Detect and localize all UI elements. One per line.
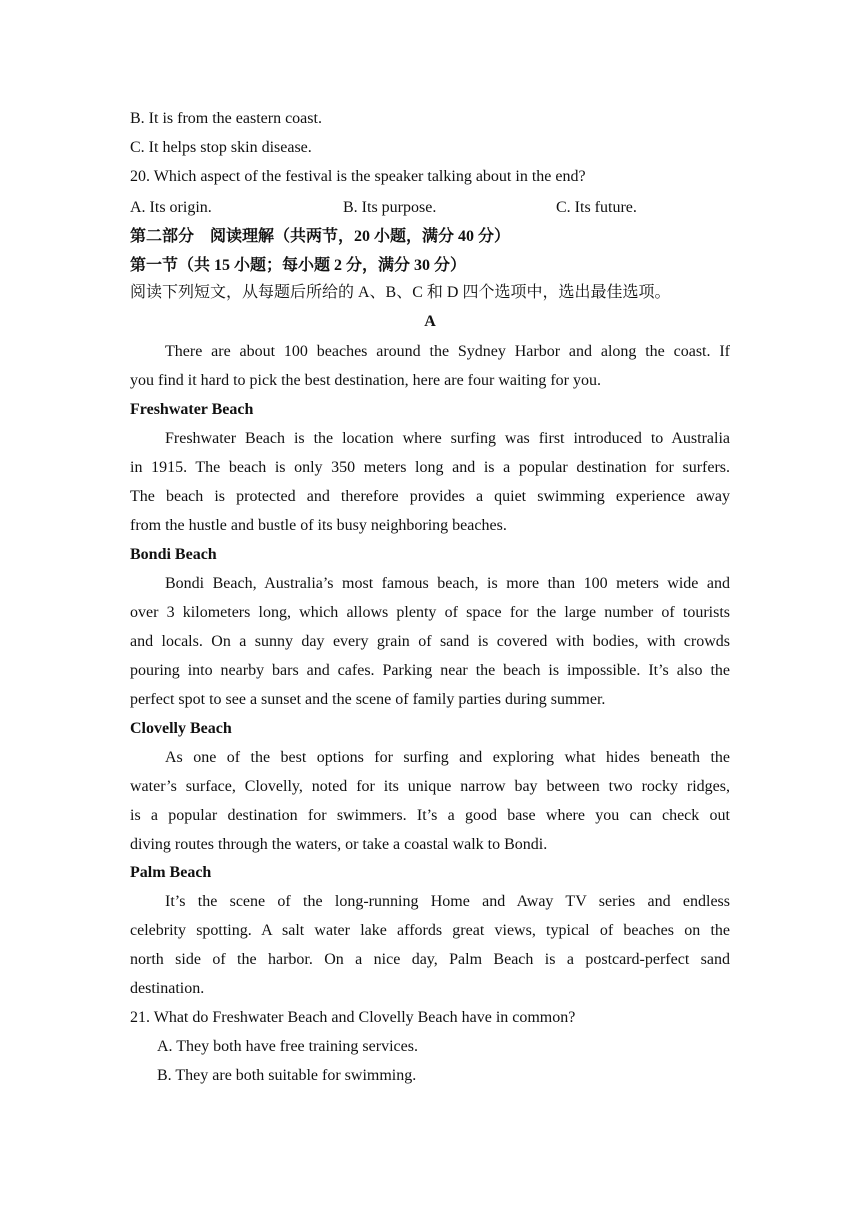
freshwater-line-3: The beach is protected and therefore provides a quiet swimming experience away (130, 488, 730, 505)
beach-title-clovelly: Clovelly Beach (130, 720, 232, 737)
palm-line-3: north side of the harbor. On a nice day, Palm Beach is a postcard-perfect sand (130, 951, 730, 968)
q21-option-b: B. They are both suitable for swimming. (157, 1067, 417, 1084)
bondi-line-5: perfect spot to see a sunset and the scene of family parties during summer. (130, 691, 606, 708)
bondi-line-3: and locals. On a sunny day every grain of sand is covered with bodies, with crowds (130, 633, 730, 650)
section2-subheader: 第一节（共 15 小题；每小题 2 分，满分 30 分） (130, 257, 467, 274)
bondi-line-1: Bondi Beach, Australia’s most famous beach, is more than 100 meters wide and (165, 575, 730, 592)
freshwater-line-1: Freshwater Beach is the location where surfing was first introduced to Australia (165, 430, 730, 447)
freshwater-line-2: in 1915. The beach is only 350 meters long and is a popular destination for surfers. (130, 459, 730, 476)
palm-line-2: celebrity spotting. A salt water lake affords great views, typical of beaches on the (130, 922, 730, 939)
q21-question: 21. What do Freshwater Beach and Clovelly Beach have in common? (130, 1009, 576, 1026)
clovelly-line-3: is a popular destination for swimmers. It’s a good base where you can check out (130, 807, 730, 824)
intro-line-1: There are about 100 beaches around the Sydney Harbor and along the coast. If (165, 343, 730, 360)
section2-header: 第二部分 阅读理解（共两节，20 小题，满分 40 分） (130, 228, 511, 245)
q19-option-b: B. It is from the eastern coast. (130, 110, 322, 127)
clovelly-line-2: water’s surface, Clovelly, noted for its unique narrow bay between two rocky ridges, (130, 778, 730, 795)
q21-option-a: A. They both have free training services. (157, 1038, 418, 1055)
clovelly-line-4: diving routes through the waters, or take a coastal walk to Bondi. (130, 836, 548, 853)
intro-line-2: you find it hard to pick the best destination, here are four waiting for you. (130, 372, 601, 389)
beach-title-palm: Palm Beach (130, 864, 212, 881)
clovelly-line-1: As one of the best options for surfing and exploring what hides beneath the (165, 749, 730, 766)
beach-title-bondi: Bondi Beach (130, 546, 217, 563)
q20-question: 20. Which aspect of the festival is the speaker talking about in the end? (130, 168, 586, 185)
bondi-line-2: over 3 kilometers long, which allows plenty of space for the large number of tourists (130, 604, 730, 621)
q20-option-a: A. Its origin. (130, 199, 212, 216)
beach-title-freshwater: Freshwater Beach (130, 401, 254, 418)
freshwater-line-4: from the hustle and bustle of its busy neighboring beaches. (130, 517, 507, 534)
section2-instruction: 阅读下列短文，从每题后所给的 A、B、C 和 D 四个选项中，选出最佳选项。 (130, 284, 671, 301)
q20-option-b: B. Its purpose. (343, 199, 437, 216)
q19-option-c: C. It helps stop skin disease. (130, 139, 312, 156)
bondi-line-4: pouring into nearby bars and cafes. Parking near the beach is impossible. It’s also the (130, 662, 730, 679)
palm-line-4: destination. (130, 980, 205, 997)
passage-label: A (424, 313, 436, 330)
palm-line-1: It’s the scene of the long-running Home and Away TV series and endless (165, 893, 730, 910)
q20-option-c: C. Its future. (556, 199, 637, 216)
